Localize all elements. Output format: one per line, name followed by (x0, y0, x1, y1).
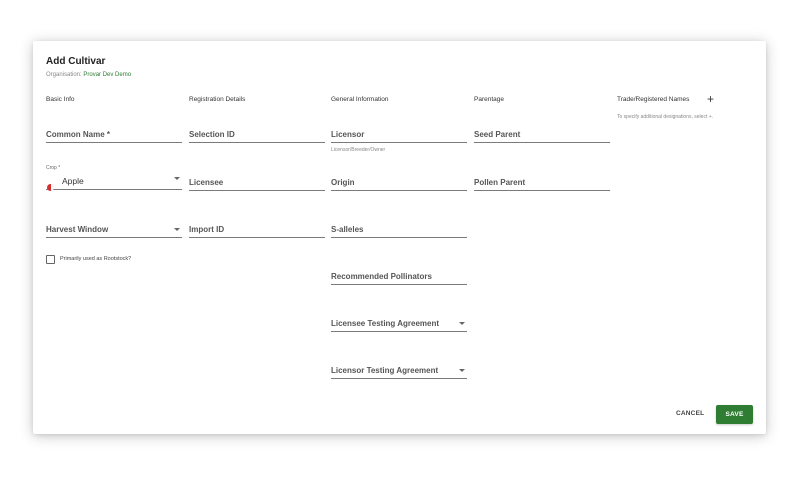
chevron-down-icon (174, 228, 180, 231)
trade-names-hint: To specify additional designations, select +. (617, 114, 714, 120)
column-header-general-information: General Information (331, 96, 389, 103)
add-cultivar-dialog (33, 41, 766, 434)
s-alleles-label: S-alleles (331, 225, 364, 234)
common-name-label: Common Name * (46, 130, 111, 139)
column-header-trade-names: Trade/Registered Names (617, 96, 690, 103)
licensee-testing-agreement-label: Licensee Testing Agreement (331, 319, 440, 328)
apple-icon (47, 184, 54, 191)
licensor-helper-text: Licensor/Breeder/Owner (331, 147, 386, 153)
chevron-down-icon (459, 322, 465, 325)
dialog-title: Add Cultivar (46, 56, 106, 67)
import-id-field[interactable] (189, 221, 325, 238)
import-id-label: Import ID (189, 225, 225, 234)
rootstock-label: Primarily used as Rootstock? (60, 256, 132, 262)
plus-icon[interactable]: + (707, 92, 715, 106)
crop-select[interactable] (46, 173, 182, 190)
licensee-label: Licensee (189, 178, 224, 187)
crop-label: Crop * (46, 165, 61, 171)
s-alleles-field[interactable] (331, 221, 467, 238)
licensor-field[interactable] (331, 126, 467, 143)
seed-parent-field[interactable] (474, 126, 610, 143)
recommended-pollinators-label: Recommended Pollinators (331, 272, 432, 281)
licensor-label: Licensor (331, 130, 365, 139)
origin-field[interactable] (331, 174, 467, 191)
common-name-field[interactable] (46, 126, 182, 143)
cancel-button[interactable]: CANCEL (676, 410, 705, 417)
licensee-testing-agreement-select[interactable] (331, 315, 467, 332)
chevron-down-icon (174, 177, 180, 180)
seed-parent-label: Seed Parent (474, 130, 521, 139)
organisation-value: Provar Dev Demo (83, 72, 132, 78)
save-button[interactable]: SAVE (716, 405, 753, 424)
harvest-window-label: Harvest Window (46, 225, 109, 234)
organisation-info (46, 72, 131, 78)
licensor-testing-agreement-label: Licensor Testing Agreement (331, 366, 439, 375)
column-header-basic-info: Basic Info (46, 96, 75, 103)
rootstock-checkbox[interactable] (46, 255, 55, 264)
column-header-parentage: Parentage (474, 96, 504, 103)
column-header-registration-details: Registration Details (189, 96, 246, 103)
recommended-pollinators-field[interactable] (331, 268, 467, 285)
harvest-window-select[interactable] (46, 221, 182, 238)
chevron-down-icon (459, 369, 465, 372)
licensor-testing-agreement-select[interactable] (331, 362, 467, 379)
crop-value: Apple (62, 176, 84, 186)
origin-label: Origin (331, 178, 355, 187)
pollen-parent-label: Pollen Parent (474, 178, 526, 187)
selection-id-label: Selection ID (189, 130, 235, 139)
organisation-label: Organisation: (46, 72, 82, 78)
selection-id-field[interactable] (189, 126, 325, 143)
pollen-parent-field[interactable] (474, 174, 610, 191)
licensee-field[interactable] (189, 174, 325, 191)
